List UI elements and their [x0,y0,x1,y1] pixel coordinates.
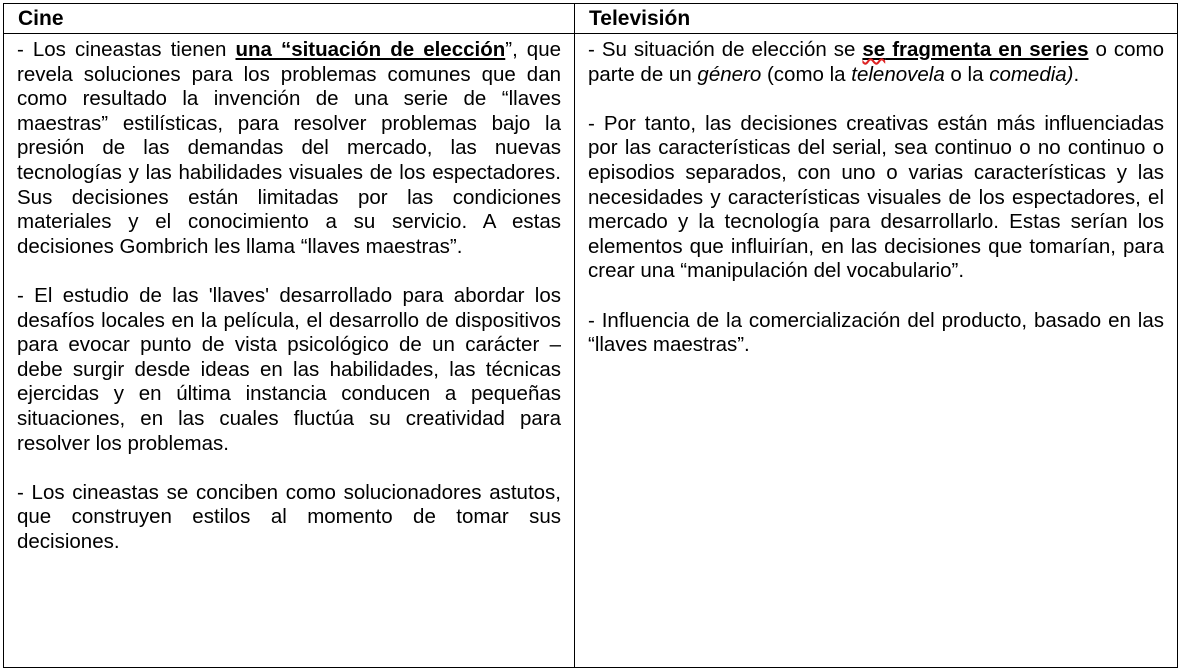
tv-paragraph-2: - Por tanto, las decisiones creativas están más influenciadas por las características del serial, sea continuo o no continuo o episodios separados, con uno o varias características y las necesidades y características visuales de los espectadores, el mercado y la tecnología para desarrollarlo. Estas serían los elementos que influirían, en las decisiones que tomarían, para crear una “manipulación del vocabulario”. [588,111,1164,283]
cine-paragraph-2: - El estudio de las 'llaves' desarrollado para abordar los desafíos locales en la película, el desarrollo de dispositivos para evocar punto de vista psicológico de un carácter – debe surgir desde ideas en las habilidades, las técnicas ejercidas y en última instancia conducen a pequeñas situaciones, en las cuales fluctúa su creatividad para resolver los problemas. [17,283,561,455]
cine-p1-text-start: - Los cineastas tienen [17,38,236,61]
cine-paragraph-1 [17,38,561,259]
header-television: Televisión [575,4,1178,34]
tv-p1-mid3: o la [944,62,990,86]
tv-p1-text-start: - Su situación de elección se [588,38,863,61]
tv-p1-mid2: (como la [761,62,852,86]
header-row [4,4,1178,34]
paragraph-gap [17,259,561,284]
television-cell [575,34,1178,668]
tv-p1-italic-genero: género [697,62,762,86]
cine-p1-text-end: ”, que revela soluciones para los problemas comunes que dan como resultado la invención de una serie de “llaves maestras” estilísticas, para resolver problemas bajo la presión de las demandas del mercado, las nuevas tecnologías y las habilidades visuales de los espectadores. Sus decisiones están limitadas por las condiciones materiales y el conocimiento a su servicio. A estas decisiones Gombrich les llama “llaves maestras”. [17,38,562,258]
cine-paragraph-3: - Los cineastas se conciben como solucionadores astutos, que construyen estilos al momento de tomar sus decisiones. [17,480,561,553]
content-row [4,34,1178,668]
paragraph-gap [588,284,1164,309]
tv-p1-italic-telenovela: telenovela [851,62,945,86]
tv-p1-emphasis-flagged: se [862,38,886,61]
paragraph-gap [17,456,561,481]
tv-p1-mid: o como parte de un [588,38,1165,86]
tv-p1-end: . [1073,62,1080,86]
cine-cell [4,34,575,668]
header-cine: Cine [4,4,575,34]
tv-p1-italic-comedia: comedia) [989,62,1074,86]
paragraph-gap [588,87,1164,112]
comparison-table [3,3,1178,668]
tv-paragraph-1 [588,38,1164,87]
tv-p1-emphasis [862,38,1088,61]
cine-p1-emphasis: una “situación de elección [235,38,506,61]
tv-paragraph-3: - Influencia de la comercialización del producto, basado en las “llaves maestras”. [588,308,1164,357]
tv-p1-emphasis-rest: fragmenta en series [885,38,1089,61]
